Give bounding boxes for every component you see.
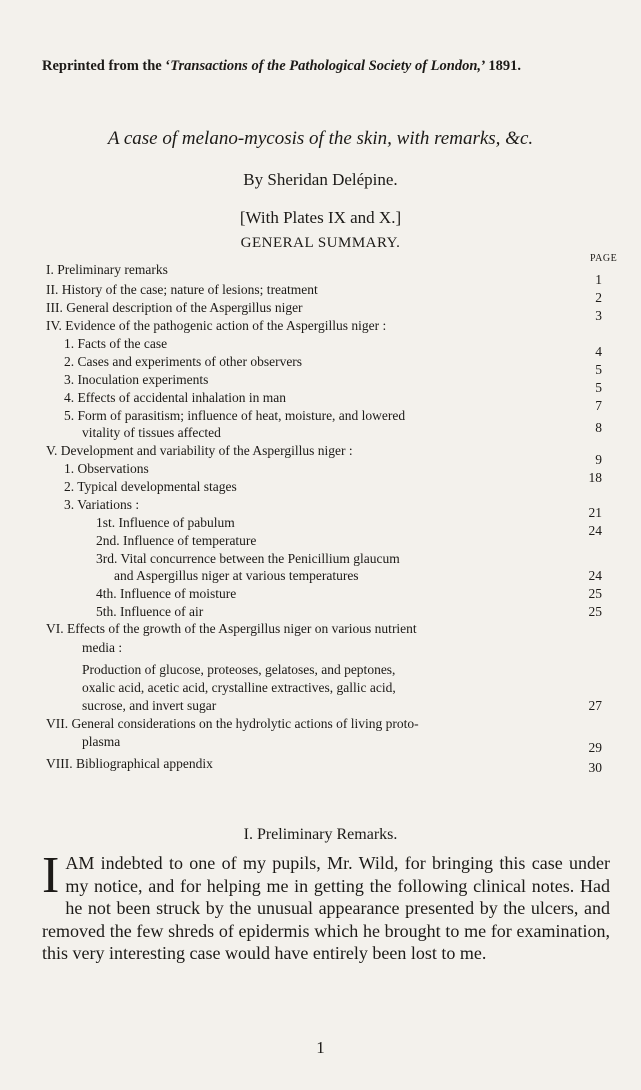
reprint-suffix: ’ 1891. [481,58,522,74]
toc-entry: 2. Cases and experiments of other observers [64,354,303,369]
toc-page-number: 24 [588,568,602,583]
toc-entry: 5. Form of parasitism; influence of heat, moisture, and lowered [64,408,406,423]
toc-entry: Production of glucose, proteoses, gelatoses, and peptones, [82,662,396,677]
reprint-prefix: Reprinted from the ‘ [42,58,171,74]
toc-entry: VI. Effects of the growth of the Aspergillus niger on various nutrient [46,621,417,636]
toc-entry: V. Development and variability of the Aspergillus niger : [46,443,353,458]
toc-page-number: 25 [588,604,602,619]
toc-page-number: 18 [588,470,602,485]
toc-entry: VII. General considerations on the hydrolytic actions of living proto- [46,716,419,731]
toc-page-number: 4 [595,344,602,359]
plates-note: [With Plates IX and X.] [239,208,402,227]
toc-entry: IV. Evidence of the pathogenic action of the Aspergillus niger : [46,318,387,333]
toc-entry: 1st. Influence of pabulum [96,515,235,530]
toc-page-number: 21 [588,505,602,520]
section-heading: I. Preliminary Remarks. [243,826,398,843]
toc-page-number: 5 [595,362,602,377]
toc-entry: I. Preliminary remarks [46,262,168,277]
toc-entry: sucrose, and invert sugar [82,698,217,713]
toc-entry: 3. Inoculation experiments [64,372,209,387]
reprint-journal: Transactions of the Pathological Society of London, [170,58,482,74]
paragraph-text: case under my notice, and for helping me in getting the following clinical notes. Had he not been struck by the unusual appearance presented by the ulcers, and removed the few shreds of epidermis which he brought to me for examination, this very interesting case would have entirely been lost to me. [42,853,611,963]
toc-entry: 2. Typical developmental stages [64,479,237,494]
author-line: By Sheridan Delépine. [243,170,398,189]
toc-entry: VIII. Bibliographical appendix [46,756,213,771]
toc-page-number: 3 [595,308,602,323]
drop-cap: I [42,847,60,904]
body-paragraph [42,847,611,965]
toc-page-number: 30 [588,760,602,775]
toc-page-number: 8 [595,420,602,435]
toc-entry: 1. Facts of the case [64,336,168,351]
toc-entry: 3. Variations : [64,497,140,512]
toc-entry: media : [82,640,123,655]
toc-entry: and Aspergillus niger at various temperatures [114,568,359,583]
toc-entry: 2nd. Influence of temperature [96,533,257,548]
toc-entry: 4th. Influence of moisture [96,586,237,601]
toc-page-number: 24 [588,523,602,538]
toc-entry: 5th. Influence of air [96,604,204,619]
toc-page-number: 9 [595,452,602,467]
toc-page-number: 25 [588,586,602,601]
toc-page-number: 7 [595,398,602,413]
article-title: A case of melano-mycosis of the skin, with remarks, &c. [107,128,534,149]
toc-entry: II. History of the case; nature of lesions; treatment [46,282,318,297]
toc-entry: 1. Observations [64,461,149,476]
toc-entry: III. General description of the Aspergillus niger [46,300,303,315]
toc-entry: 4. Effects of accidental inhalation in man [64,390,287,405]
paragraph-first-line: AM indebted to one of my pupils, Mr. Wild, for bringing this [65,853,526,873]
page-number: 1 [316,1038,325,1057]
page-column-label: PAGE [590,253,618,264]
toc-page-number: 5 [595,380,602,395]
toc-entry: plasma [82,734,121,749]
toc-page-number: 27 [588,698,602,713]
toc-entry: 3rd. Vital concurrence between the Penicillium glaucum [96,551,400,566]
summary-heading: GENERAL SUMMARY. [240,235,401,251]
toc-page-number: 1 [595,272,602,287]
toc-entry: oxalic acid, acetic acid, crystalline extractives, gallic acid, [82,680,396,695]
toc-page-number: 29 [588,740,602,755]
toc-entry: vitality of tissues affected [82,425,221,440]
toc-page-number: 2 [595,290,602,305]
